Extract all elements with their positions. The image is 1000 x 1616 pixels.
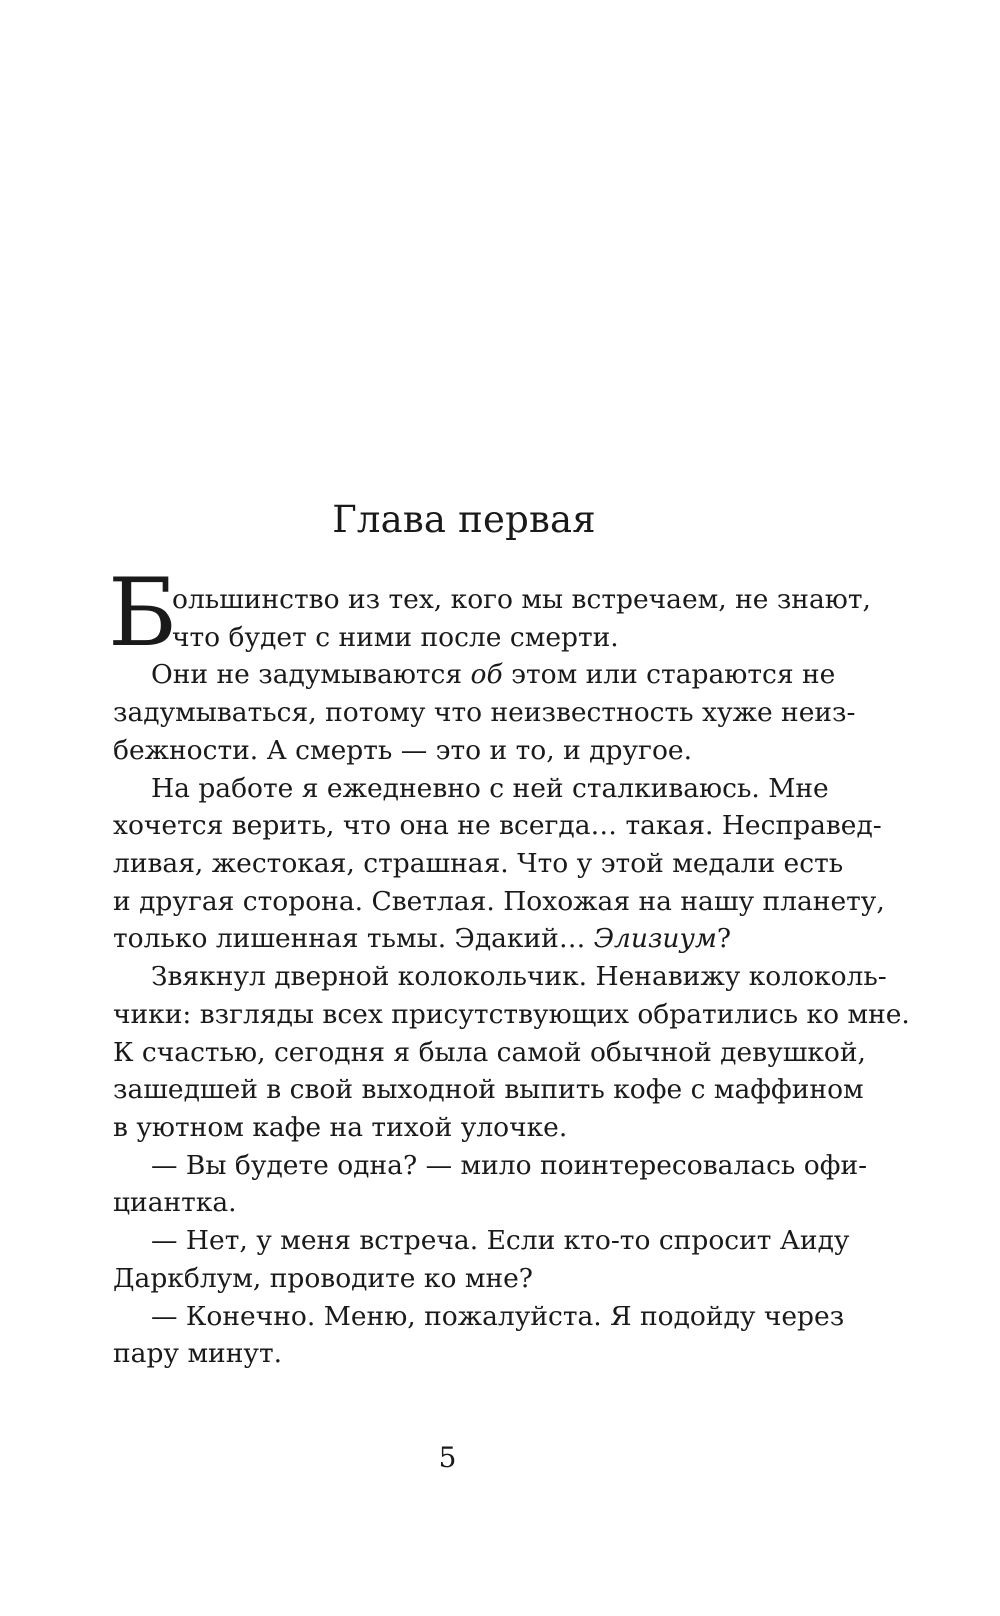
- text-line: ольшинство из тех, кого мы встречаем, не знают,: [172, 584, 871, 615]
- text-line: циантка.: [113, 1187, 237, 1218]
- text-line: На работе я ежедневно с ней сталкиваюсь. Мне: [151, 773, 829, 804]
- text-line: и другая сторона. Светлая. Похожая на нашу планету,: [113, 886, 885, 917]
- page-number: 5: [438, 1441, 457, 1474]
- text-line: ливая, жестокая, страшная. Что у этой медали есть: [113, 848, 844, 879]
- text-line: чики: взгляды всех присутствующих обратились ко мне.: [113, 999, 910, 1030]
- text-line: Они не задумываются об этом или стараются не: [151, 659, 836, 690]
- drop-cap: Б: [108, 559, 178, 668]
- text-line: Звякнул дверной колокольчик. Ненавижу колоколь-: [151, 961, 887, 992]
- text-line: хочется верить, что она не всегда… такая. Несправед-: [113, 810, 882, 841]
- text-line: бежности. А смерть — это и то, и другое.: [113, 735, 693, 766]
- text-line: — Нет, у меня встреча. Если кто-то спросит Аиду: [151, 1225, 850, 1256]
- text-line: К счастью, сегодня я была самой обычной девушкой,: [113, 1037, 866, 1068]
- text-line: в уютном кафе на тихой улочке.: [113, 1112, 568, 1143]
- text-line: — Вы будете одна? — мило поинтересовалась офи-: [151, 1150, 868, 1181]
- text-line: Даркблум, проводите ко мне?: [113, 1263, 534, 1294]
- text-line: зашедшей в свой выходной выпить кофе с маффином: [113, 1074, 864, 1105]
- text-line: только лишенная тьмы. Эдакий… Элизиум?: [113, 923, 732, 954]
- text-line: что будет с ними после смерти.: [172, 622, 619, 653]
- chapter-title: Глава первая: [332, 498, 596, 541]
- text-line: пару минут.: [113, 1338, 283, 1369]
- text-line: — Конечно. Меню, пожалуйста. Я подойду через: [151, 1301, 845, 1332]
- text-line: задумываться, потому что неизвестность хуже неиз-: [113, 697, 856, 728]
